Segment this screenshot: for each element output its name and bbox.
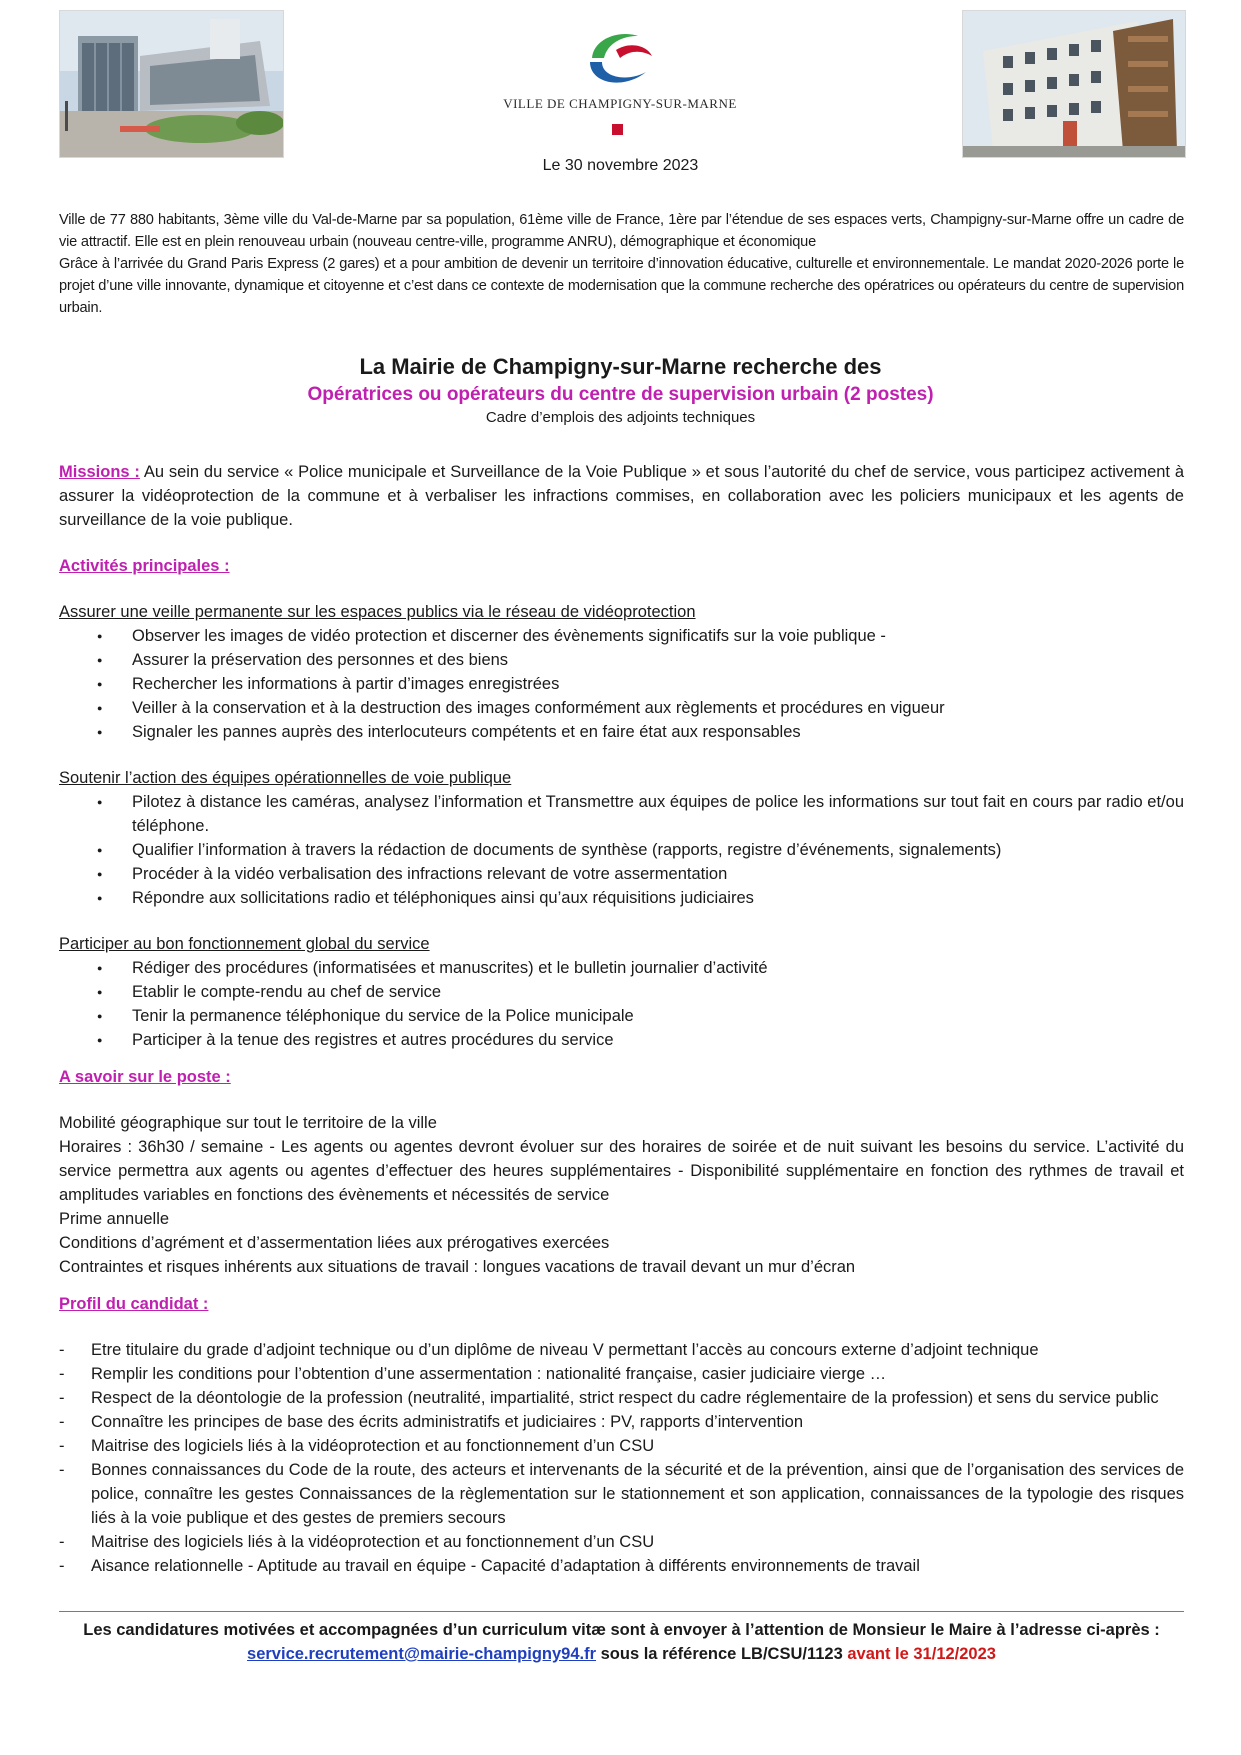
list-item: ● Tenir la permanence téléphonique du service de la Police municipale <box>132 1004 1184 1028</box>
intro-line-2: Grâce à l’arrivée du Grand Paris Express (2 gares) et a pour ambition de devenir un territoire d’innovation éducative, culturelle et environnementale. Le mandat 2020-2026 porte le projet d’une ville innovante, dynamique et citoyenne et c’est dans ce contexte de modernisation que la commune recherche des opératrices ou opérateurs du centre de supervision urbain. <box>59 256 1184 316</box>
activity-list <box>59 790 1184 910</box>
profil-list <box>59 1338 1184 1578</box>
savoir-line: Contraintes et risques inhérents aux situations de travail : longues vacations de travail devant un mur d’écran <box>59 1258 856 1276</box>
activity-section-title: Soutenir l’action des équipes opérationnelles de voie publique <box>59 769 512 787</box>
list-item: ● Observer les images de vidéo protection et discerner des évènements significatifs sur la voie publique - <box>132 624 1184 648</box>
activity-list <box>59 956 1184 1052</box>
building-photo-right-image <box>963 11 1185 157</box>
list-item: - Aisance relationnelle - Aptitude au travail en équipe - Capacité d’adaptation à différents environnements de travail <box>91 1554 1184 1578</box>
application-instructions: Les candidatures motivées et accompagnées d’un curriculum vitæ sont à envoyer à l’attention de Monsieur le Maire à l’adresse ci-après : <box>83 1621 1160 1639</box>
logo-red-square <box>612 124 623 135</box>
list-item: ● Pilotez à distance les caméras, analysez l’information et Transmettre aux équipes de police les informations sur tout fait en cours par radio et/ou téléphone. <box>132 790 1184 838</box>
savoir-line: Prime annuelle <box>59 1210 170 1228</box>
list-item: ● Procéder à la vidéo verbalisation des infractions relevant de votre assermentation <box>132 862 1184 886</box>
savoir-heading: A savoir sur le poste : <box>59 1068 231 1086</box>
activities-heading: Activités principales : <box>59 557 230 575</box>
list-item: ● Répondre aux sollicitations radio et téléphoniques ainsi qu’aux réquisitions judiciaires <box>132 886 1184 910</box>
savoir-line: Mobilité géographique sur tout le territoire de la ville <box>59 1114 437 1132</box>
intro-line-1: Ville de 77 880 habitants, 3ème ville du Val-de-Marne par sa population, 61ème ville de France, 1ère par l’étendue de ses espaces verts, Champigny-sur-Marne offre un cadre de vie attractif. Elle est en plein renouveau urbain (nouveau centre-ville, programme ANRU), démographique et économique <box>59 212 1184 250</box>
city-logo <box>490 28 750 138</box>
recruitment-email-link[interactable]: service.recrutement@mairie-champigny94.fr <box>247 1645 597 1663</box>
list-item: ● Participer à la tenue des registres et autres procédures du service <box>132 1028 1184 1052</box>
job-description <box>59 460 1184 1578</box>
building-photo-right <box>962 10 1186 158</box>
application-contact-line <box>59 1642 1184 1666</box>
building-photo-left <box>59 10 284 158</box>
list-item: - Maitrise des logiciels liés à la vidéoprotection et au fonctionnement d’un CSU <box>91 1530 1184 1554</box>
list-item: - Respect de la déontologie de la profession (neutralité, impartialité, strict respect du cadre réglementaire de la profession) et sens du service public <box>91 1386 1184 1410</box>
list-item: - Connaître les principes de base des écrits administratifs et judiciaires : PV, rapports d’intervention <box>91 1410 1184 1434</box>
list-item: - Etre titulaire du grade d’adjoint technique ou d’un diplôme de niveau V permettant l’accès au concours externe d’adjoint technique <box>91 1338 1184 1362</box>
activity-section-title: Participer au bon fonctionnement global du service <box>59 935 430 953</box>
list-item: ● Qualifier l’information à travers la rédaction de documents de synthèse (rapports, registre d’événements, signalements) <box>132 838 1184 862</box>
list-item: ● Assurer la préservation des personnes et des biens <box>132 648 1184 672</box>
list-item: ● Etablir le compte-rendu au chef de service <box>132 980 1184 1004</box>
missions-paragraph <box>59 460 1184 532</box>
list-item: ● Signaler les pannes auprès des interlocuteurs compétents et en faire état aux responsables <box>132 720 1184 744</box>
job-grade-note: Cadre d’emplois des adjoints techniques <box>485 409 756 426</box>
city-logo-icon <box>580 28 660 90</box>
position-title: Opératrices ou opérateurs du centre de supervision urbain (2 postes) <box>307 384 934 405</box>
document-date: Le 30 novembre 2023 <box>542 157 699 174</box>
list-item: ● Rechercher les informations à partir d’images enregistrées <box>132 672 1184 696</box>
list-item: ● Rédiger des procédures (informatisées et manuscrites) et le bulletin journalier d’activité <box>132 956 1184 980</box>
building-photo-left-image <box>60 11 283 157</box>
savoir-line: Conditions d’agrément et d’assermentation liées aux prérogatives exercées <box>59 1234 610 1252</box>
job-title-block <box>0 352 1241 428</box>
reference-text: sous la référence LB/CSU/1123 <box>600 1645 843 1663</box>
intro-paragraph <box>59 209 1184 319</box>
main-title: La Mairie de Champigny-sur-Marne recherche des <box>359 354 882 379</box>
list-item: - Remplir les conditions pour l’obtention d’une assermentation : nationalité française, casier judiciaire vierge … <box>91 1362 1184 1386</box>
activity-list <box>59 624 1184 744</box>
deadline-text: avant le 31/12/2023 <box>847 1645 996 1663</box>
missions-text: Au sein du service « Police municipale et Surveillance de la Voie Publique » et sous l’autorité du chef de service, vous participez activement à assurer la vidéoprotection de la commune et à verbaliser les infractions commises, en collaboration avec les policiers municipaux et les agents de surveillance de la voie publique. <box>59 463 1185 529</box>
profil-heading: Profil du candidat : <box>59 1295 209 1313</box>
city-logo-name: VILLE DE CHAMPIGNY-SUR-MARNE <box>503 96 737 111</box>
missions-heading: Missions : <box>59 463 140 481</box>
footer-divider <box>59 1611 1184 1612</box>
list-item: - Bonnes connaissances du Code de la route, des acteurs et intervenants de la sécurité et de la prévention, ainsi que de l’organisation des services de police, connaître les gestes Connaissances de la règlementation sur le stationnement et son application, connaissances de la typologie des risques liés à la voie publique et des gestes de premiers secours <box>91 1458 1184 1530</box>
list-item: - Maitrise des logiciels liés à la vidéoprotection et au fonctionnement d’un CSU <box>91 1434 1184 1458</box>
application-footer <box>59 1618 1184 1666</box>
list-item: ● Veiller à la conservation et à la destruction des images conformément aux règlements et procédures en vigueur <box>132 696 1184 720</box>
activity-section-title: Assurer une veille permanente sur les espaces publics via le réseau de vidéoprotection <box>59 603 696 621</box>
savoir-line: Horaires : 36h30 / semaine - Les agents ou agentes devront évoluer sur des horaires de soirée et de nuit suivant les besoins du service. L’activité du service permettra aux agents ou agentes d’effectuer des heures supplémentaires - Disponibilité supplémentaire en fonction des rythmes de travail et amplitudes variables en fonctions des évènements et nécessités de service <box>59 1138 1184 1204</box>
